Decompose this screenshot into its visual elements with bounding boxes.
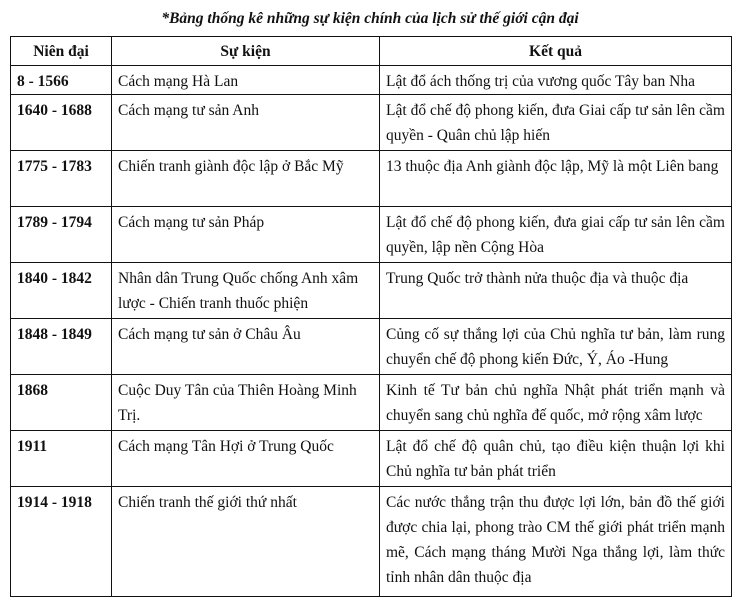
cell-result: Lật đổ chế độ quân chủ, tạo điều kiện thuận lợi khi Chủ nghĩa tư bản phát triển <box>380 431 732 487</box>
cell-event: Cuộc Duy Tân của Thiên Hoàng Minh Trị. <box>112 375 380 431</box>
table-row <box>11 431 732 487</box>
table-row <box>11 487 732 597</box>
cell-result: Các nước thắng trận thu được lợi lớn, bản đồ thế giới được chia lại, phong trào CM thế giới phát triển mạnh mẽ, Cách mạng tháng Mười Nga thắng lợi, làm thức tỉnh nhân dân thuộc địa <box>380 487 732 597</box>
cell-event: Cách mạng tư sản ở Châu Âu <box>112 319 380 375</box>
cell-event: Cách mạng tư sản Anh <box>112 95 380 151</box>
header-event: Sự kiện <box>112 37 380 66</box>
header-row <box>11 37 732 66</box>
cell-event: Cách mạng tư sản Pháp <box>112 207 380 263</box>
table-row <box>11 207 732 263</box>
history-events-table <box>10 36 732 597</box>
cell-event: Cách mạng Hà Lan <box>112 66 380 95</box>
cell-event: Nhân dân Trung Quốc chống Anh xâm lược - Chiến tranh thuốc phiện <box>112 263 380 319</box>
cell-event: Chiến tranh giành độc lập ở Bắc Mỹ <box>112 151 380 207</box>
cell-year: 1775 - 1783 <box>11 151 112 207</box>
cell-result: 13 thuộc địa Anh giành độc lập, Mỹ là một Liên bang <box>380 151 732 207</box>
table-row <box>11 151 732 207</box>
table-row <box>11 375 732 431</box>
cell-year: 1914 - 1918 <box>11 487 112 597</box>
table-row <box>11 95 732 151</box>
cell-result: Lật đổ chế độ phong kiến, đưa giai cấp tư sản lên cầm quyền, lập nền Cộng Hòa <box>380 207 732 263</box>
cell-result: Trung Quốc trở thành nửa thuộc địa và thuộc địa <box>380 263 732 319</box>
cell-year: 1789 - 1794 <box>11 207 112 263</box>
cell-year: 1640 - 1688 <box>11 95 112 151</box>
cell-result: Lật đổ ách thống trị của vương quốc Tây ban Nha <box>380 66 732 95</box>
cell-year: 8 - 1566 <box>11 66 112 95</box>
cell-result: Kinh tế Tư bản chủ nghĩa Nhật phát triển mạnh và chuyển sang chủ nghĩa đế quốc, mở rộng xâm lược <box>380 375 732 431</box>
table-row <box>11 263 732 319</box>
header-result: Kết quả <box>380 37 732 66</box>
cell-result: Lật đổ chế độ phong kiến, đưa Giai cấp tư sản lên cầm quyền - Quân chủ lập hiến <box>380 95 732 151</box>
table-row <box>11 319 732 375</box>
cell-year: 1840 - 1842 <box>11 263 112 319</box>
cell-year: 1911 <box>11 431 112 487</box>
cell-year: 1848 - 1849 <box>11 319 112 375</box>
table-title: *Bảng thống kê những sự kiện chính của lịch sử thế giới cận đại <box>161 10 579 27</box>
header-year: Niên đại <box>11 37 112 66</box>
cell-year: 1868 <box>11 375 112 431</box>
cell-event: Chiến tranh thế giới thứ nhất <box>112 487 380 597</box>
cell-event: Cách mạng Tân Hợi ở Trung Quốc <box>112 431 380 487</box>
cell-result: Củng cố sự thắng lợi của Chủ nghĩa tư bản, làm rung chuyển chế độ phong kiến Đức, Ý, Áo -Hung <box>380 319 732 375</box>
table-row <box>11 66 732 95</box>
